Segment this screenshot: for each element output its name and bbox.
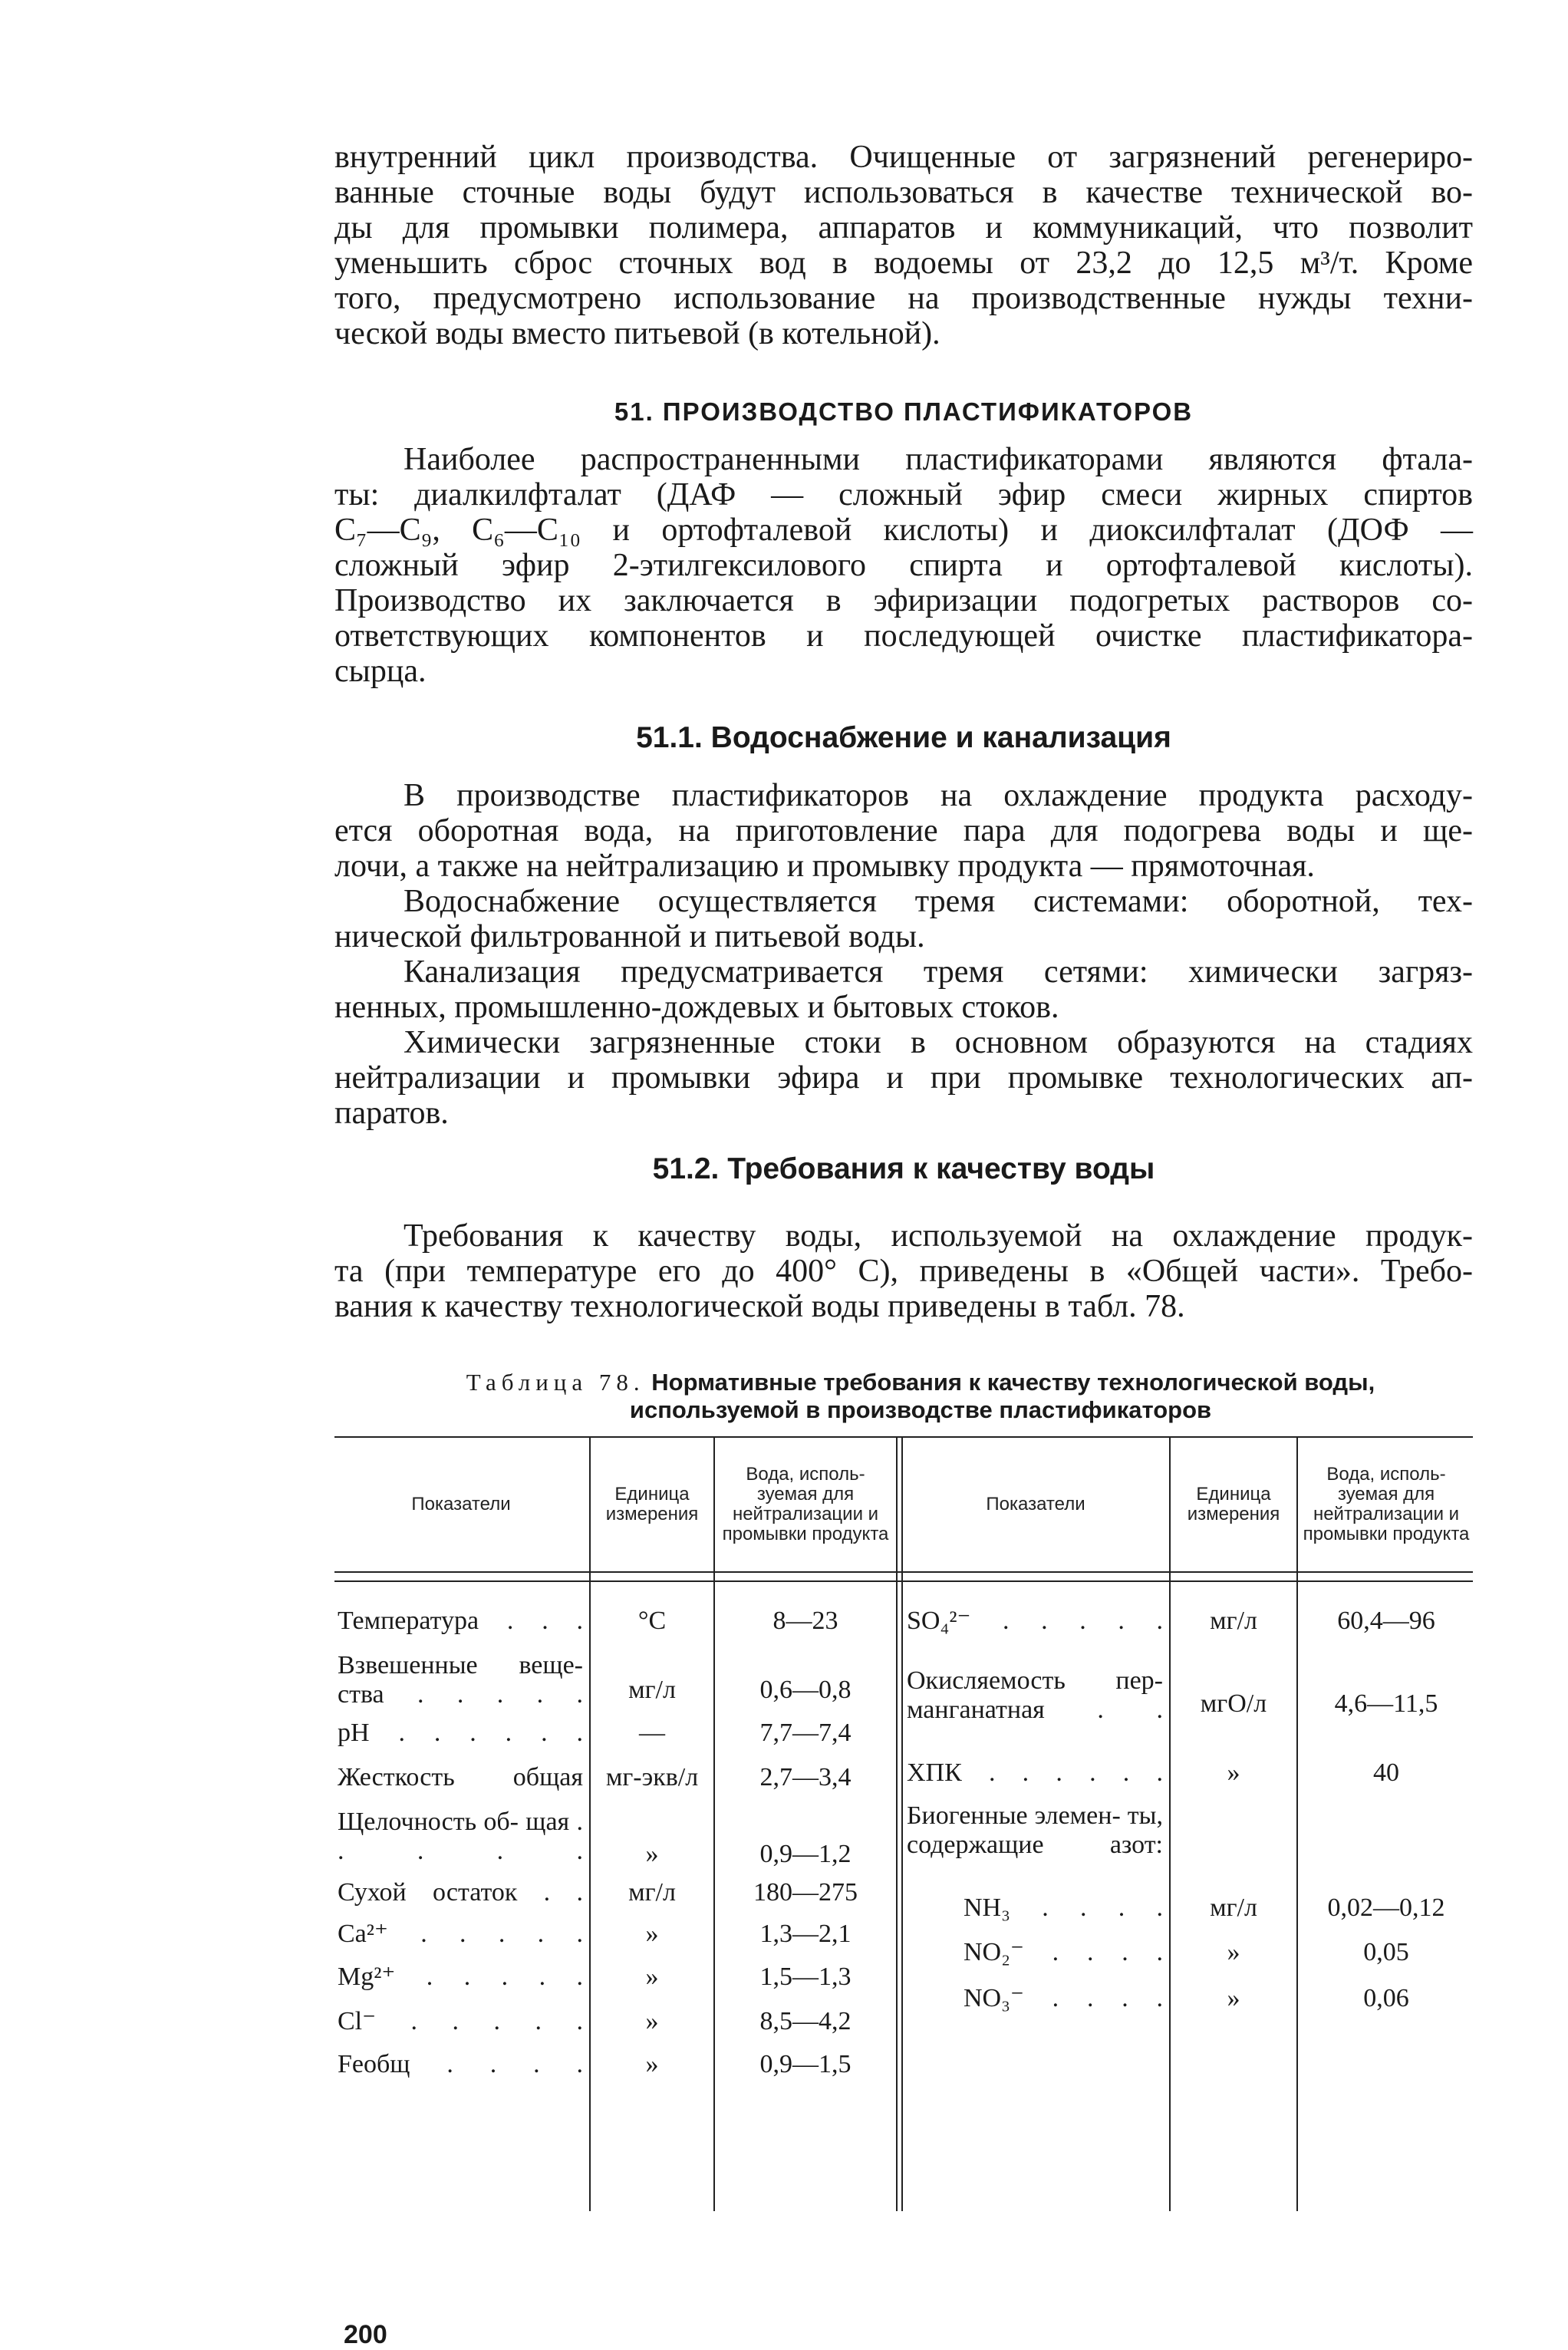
- subsection1-paragraph-1: [334, 778, 1473, 884]
- header-unit-right: Единица измерения: [1187, 1484, 1280, 1524]
- table-cell-value: 0,9—1,2: [759, 1840, 852, 1868]
- table-cell-unit: мг/л: [628, 1878, 676, 1907]
- header-indicator: Показатели: [411, 1494, 511, 1514]
- header-water-right: Вода, исполь-зуемая для нейтрализации и промывки продукта: [1303, 1464, 1470, 1544]
- table-caption: [384, 1369, 1458, 1424]
- table-cell-indicator: Cl⁻ . . . . .: [338, 2007, 583, 2035]
- intro-paragraph: [334, 140, 1473, 351]
- text-line: лочи, а также на нейтрализацию и промывку продукта — прямоточная.: [334, 849, 1315, 884]
- text-line: того, предусмотрено использование на производственные нужды техни-: [334, 281, 1473, 316]
- header-unit: Единица измерения: [605, 1484, 699, 1524]
- table-cell-value: 8—23: [772, 1607, 838, 1635]
- text-line: паратов.: [334, 1096, 449, 1131]
- text-line: вания к качеству технологической воды приведены в табл. 78.: [334, 1289, 1185, 1324]
- table-cell-indicator: Жесткость общая: [338, 1763, 583, 1791]
- text-line: уменьшить сброс сточных вод в водоемы от 23,2 до 12,5 м³/т. Кроме: [334, 246, 1473, 281]
- table-cell-unit: °С: [637, 1607, 667, 1635]
- table-cell-value: 2,7—3,4: [759, 1763, 852, 1791]
- water-quality-table: [334, 1436, 1473, 2219]
- table-cell-indicator: Окисляемость пер- манганатная . .: [907, 1666, 1163, 1724]
- table-cell-indicator: Mg²⁺ . . . . .: [338, 1963, 583, 1991]
- text-line: Требования к качеству воды, используемой на охлаждение продук-: [404, 1218, 1473, 1254]
- table-cell-indicator: ХПК . . . . . .: [907, 1758, 1163, 1787]
- table-cell-unit: мг-экв/л: [605, 1763, 699, 1791]
- table-cell-indicator: Сухой остаток . .: [338, 1878, 583, 1907]
- text-line: ответствующих компонентов и последующей очистке пластификатора-: [334, 618, 1473, 654]
- table-cell-value: 40: [1373, 1758, 1399, 1787]
- text-line: Водоснабжение осуществляется тремя системами: оборотной, тех-: [404, 884, 1473, 919]
- subsection-title-water-quality: 51.2. Требования к качеству воды: [652, 1152, 1155, 1185]
- text-line: Наиболее распространенными пластификаторами являются фтала-: [404, 442, 1473, 477]
- text-line: C₇—C₉, C₆—C₁₀ и ортофталевой кислоты) и диоксилфталат (ДОФ —: [334, 513, 1473, 548]
- text-line: нической фильтрованной и питьевой воды.: [334, 919, 925, 954]
- table-cell-unit: »: [1227, 1758, 1240, 1787]
- text-line: ванные сточные воды будут использоваться в качестве технической во-: [334, 175, 1473, 210]
- table-cell-indicator: Биогенные элемен- ты, содержащие азот:: [907, 1801, 1163, 1859]
- header-indicator-right: Показатели: [986, 1494, 1085, 1514]
- table-cell-indicator: NH₃ . . . .: [964, 1894, 1163, 1922]
- table-cell-indicator: pH . . . . . .: [338, 1719, 583, 1747]
- table-cell-unit: »: [1227, 1984, 1240, 2012]
- table-cell-unit: мг/л: [628, 1676, 676, 1704]
- table-cell-value: 0,6—0,8: [759, 1676, 852, 1704]
- table-header-rule: [334, 1571, 1473, 1573]
- table-cell-unit: »: [645, 2050, 659, 2078]
- table-cell-unit: мгО/л: [1200, 1689, 1267, 1718]
- table-top-rule: [334, 1436, 1473, 1438]
- table-cell-indicator: NO₃⁻ . . . .: [964, 1984, 1163, 2012]
- col-divider: [1169, 1436, 1171, 2211]
- table-cell-unit: »: [645, 1920, 659, 1948]
- text-line: ты: диалкилфталат (ДАФ — сложный эфир смеси жирных спиртов: [334, 477, 1473, 513]
- table-cell-value: 7,7—7,4: [759, 1719, 852, 1747]
- text-line: Канализация предусматривается тремя сетями: химически загряз-: [404, 954, 1473, 990]
- table-cell-indicator: Взвешенные веще- ства . . . . .: [338, 1651, 583, 1709]
- text-line: сырца.: [334, 654, 427, 689]
- table-cell-unit: »: [645, 1840, 659, 1868]
- text-line: внутренний цикл производства. Очищенные от загрязнений регенериро-: [334, 140, 1473, 175]
- table-cell-value: 4,6—11,5: [1334, 1689, 1438, 1718]
- text-line: ды для промывки полимера, аппаратов и коммуникаций, что позволит: [334, 210, 1473, 246]
- table-cell-indicator: Температура . . .: [338, 1607, 583, 1635]
- table-cell-unit: мг/л: [1210, 1894, 1257, 1922]
- header-water: Вода, исполь-зуемая для нейтрализации и промывки продукта: [722, 1464, 889, 1544]
- table-cell-indicator: NO₂⁻ . . . .: [964, 1938, 1163, 1966]
- text-line: Производство их заключается в эфиризации подогретых растворов со-: [334, 583, 1473, 618]
- table-cell-value: 8,5—4,2: [759, 2007, 852, 2035]
- table-cell-value: 0,05: [1363, 1938, 1409, 1966]
- text-line: В производстве пластификаторов на охлаждение продукта расходу-: [404, 778, 1473, 813]
- col-divider-double: [896, 1436, 903, 2211]
- subsection1-paragraph-4: [334, 1025, 1473, 1131]
- col-divider: [589, 1436, 591, 2211]
- table-cell-indicator: Ca²⁺ . . . . .: [338, 1920, 583, 1948]
- section-title: 51. ПРОИЗВОДСТВО ПЛАСТИФИКАТОРОВ: [614, 397, 1194, 426]
- table-header-rule-2: [334, 1580, 1473, 1582]
- table-cell-unit: »: [645, 2007, 659, 2035]
- table-cell-indicator: Feобщ . . . .: [338, 2050, 583, 2078]
- section-paragraph: [334, 442, 1473, 689]
- table-cell-value: 60,4—96: [1337, 1607, 1435, 1635]
- text-line: Химически загрязненные стоки в основном образуются на стадиях: [404, 1025, 1473, 1060]
- table-cell-value: 0,9—1,5: [759, 2050, 852, 2078]
- col-divider: [1296, 1436, 1298, 2211]
- table-cell-value: 180—275: [753, 1878, 858, 1907]
- table-title-line2: используемой в производстве пластификаторов: [629, 1396, 1212, 1423]
- table-cell-value: 0,06: [1363, 1984, 1409, 2012]
- table-cell-unit: мг/л: [1210, 1607, 1257, 1635]
- table-cell-unit: »: [1227, 1938, 1240, 1966]
- text-line: та (при температуре его до 400° С), приведены в «Общей части». Требо-: [334, 1254, 1473, 1289]
- text-line: нейтрализации и промывки эфира и при промывке технологических ап-: [334, 1060, 1473, 1096]
- subsection1-paragraph-3: [334, 954, 1473, 1025]
- text-line: ческой воды вместо питьевой (в котельной).: [334, 316, 940, 351]
- col-divider: [713, 1436, 715, 2211]
- table-cell-value: 1,3—2,1: [759, 1920, 852, 1948]
- table-cell-unit: —: [639, 1719, 665, 1747]
- table-cell-indicator: Щелочность об- щая . . . . .: [338, 1808, 583, 1865]
- table-cell-indicator: SO₄²⁻ . . . . .: [907, 1607, 1163, 1635]
- page-number: 200: [344, 2320, 387, 2349]
- table-title-line1: Нормативные требования к качеству технологической воды,: [651, 1369, 1375, 1396]
- text-line: ненных, промышленно-дождевых и бытовых стоков.: [334, 990, 1059, 1025]
- text-line: сложный эфир 2-этилгексилового спирта и ортофталевой кислоты).: [334, 548, 1473, 583]
- table-cell-value: 1,5—1,3: [759, 1963, 852, 1991]
- subsection1-paragraph-2: [334, 884, 1473, 954]
- table-cell-value: 0,02—0,12: [1327, 1894, 1445, 1922]
- table-label: Таблица 78.: [466, 1369, 645, 1396]
- subsection-title-water-supply: 51.1. Водоснабжение и канализация: [636, 721, 1171, 754]
- table-cell-unit: »: [645, 1963, 659, 1991]
- subsection2-paragraph-1: [334, 1218, 1473, 1324]
- text-line: ется оборотная вода, на приготовление пара для подогрева воды и ще-: [334, 813, 1473, 849]
